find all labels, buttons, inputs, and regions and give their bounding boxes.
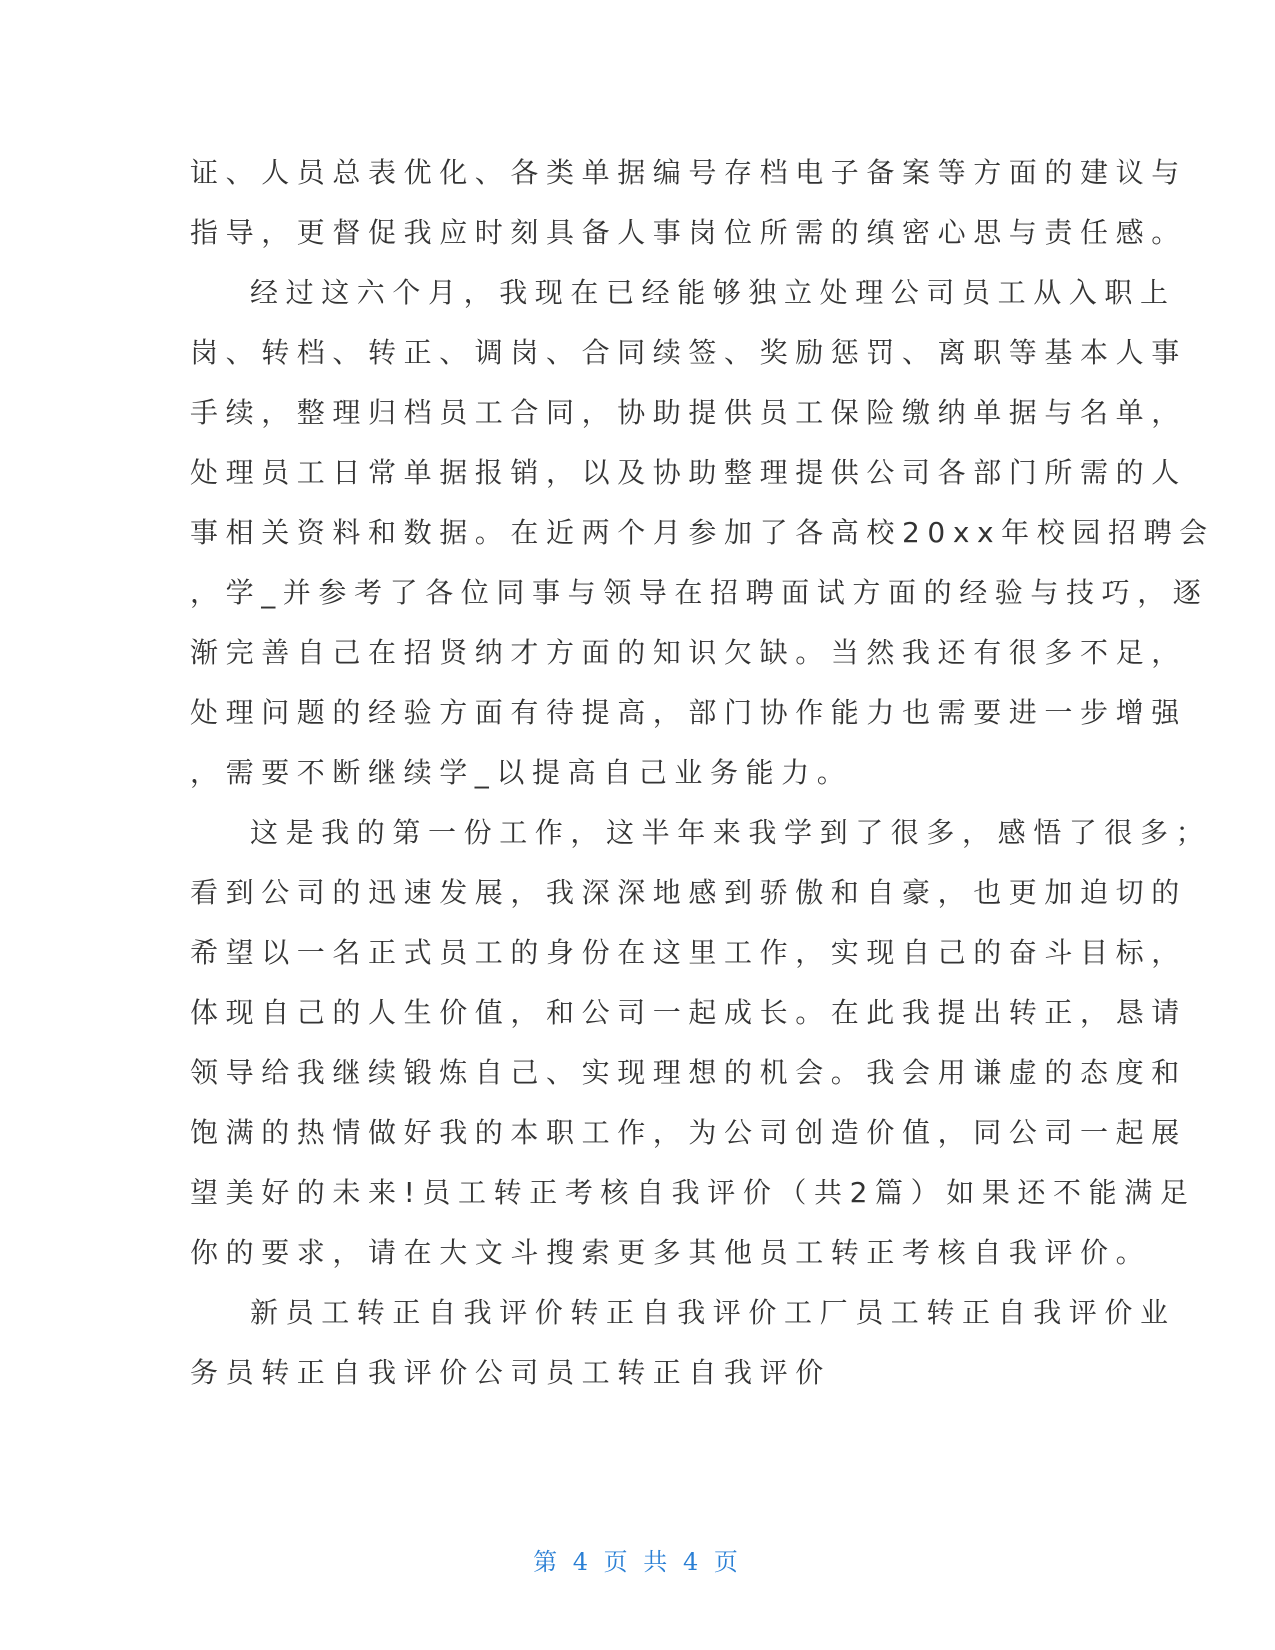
paragraph-start-line: 经过这六个月，我现在已经能够独立处理公司员工从入职上: [250, 276, 1176, 309]
body-line: 体现自己的人生价值，和公司一起成长。在此我提出转正，恳请: [190, 996, 1187, 1029]
body-line: 指导，更督促我应时刻具备人事岗位所需的缜密心思与责任感。: [190, 216, 1187, 249]
paragraph-start-line: 这是我的第一份工作，这半年来我学到了很多，感悟了很多；: [250, 816, 1212, 849]
body-line: 渐完善自己在招贤纳才方面的知识欠缺。当然我还有很多不足，: [190, 636, 1187, 669]
body-line: 饱满的热情做好我的本职工作，为公司创造价值，同公司一起展: [190, 1116, 1187, 1149]
document-body: [190, 143, 1215, 1403]
body-line: 领导给我继续锻炼自己、实现理想的机会。我会用谦虚的态度和: [190, 1056, 1187, 1089]
body-line: 你的要求，请在大文斗搜索更多其他员工转正考核自我评价。: [190, 1236, 1152, 1269]
body-line: 望美好的未来!员工转正考核自我评价（共2篇）如果还不能满足: [190, 1176, 1196, 1209]
body-line: 手续，整理归档员工合同，协助提供员工保险缴纳单据与名单，: [190, 396, 1187, 429]
body-line: 岗、转档、转正、调岗、合同续签、奖励惩罚、离职等基本人事: [190, 336, 1187, 369]
body-line: 处理员工日常单据报销，以及协助整理提供公司各部门所需的人: [190, 456, 1187, 489]
body-line: ，需要不断继续学_以提高自己业务能力。: [190, 756, 853, 789]
paragraph-start-line: 新员工转正自我评价转正自我评价工厂员工转正自我评价业: [250, 1296, 1176, 1329]
body-line: 事相关资料和数据。在近两个月参加了各高校20xx年校园招聘会: [190, 516, 1215, 549]
body-line: 处理问题的经验方面有待提高，部门协作能力也需要进一步增强: [190, 696, 1187, 729]
body-line: ，学_并参考了各位同事与领导在招聘面试方面的经验与技巧，逐: [190, 576, 1209, 609]
body-line: 看到公司的迅速发展，我深深地感到骄傲和自豪，也更加迫切的: [190, 876, 1187, 909]
body-line: 务员转正自我评价公司员工转正自我评价: [190, 1356, 831, 1389]
page-number-footer: 第 4 页 共 4 页: [533, 1548, 742, 1576]
body-line: 希望以一名正式员工的身份在这里工作，实现自己的奋斗目标，: [190, 936, 1187, 969]
body-line: 证、人员总表优化、各类单据编号存档电子备案等方面的建议与: [190, 156, 1187, 189]
